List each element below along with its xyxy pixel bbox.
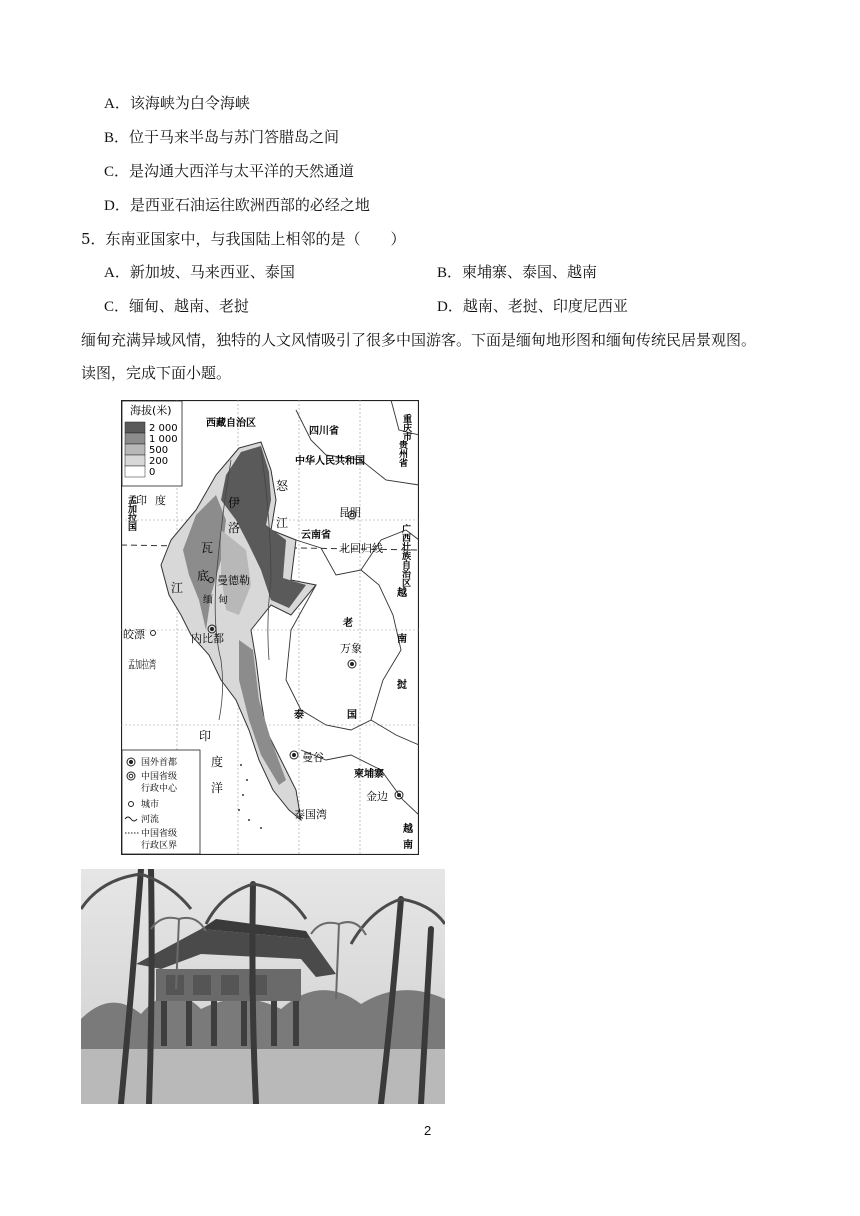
label-vietnam-1: 越 <box>397 588 407 599</box>
label-sittwe: 皎漂 <box>123 628 145 641</box>
option-text: 该海峡为白令海峡 <box>129 94 250 112</box>
label-yunnan: 云南省 <box>301 530 331 541</box>
legend-value: 1 000 <box>149 434 178 445</box>
label-tropic: 北回归线 <box>339 542 383 555</box>
label-indian-ocean-3: 洋 <box>211 781 224 795</box>
label-indian-ocean-2: 度 <box>211 755 224 769</box>
label-myanmar-1: 缅 <box>203 595 213 606</box>
q5-option-c <box>104 296 249 317</box>
label-india: 印度 <box>136 494 174 507</box>
label-bay-bengal: 孟加拉湾 <box>128 658 172 671</box>
legend-value: 200 <box>149 456 169 467</box>
label-bangladesh: 孟加拉国 <box>126 495 136 531</box>
label-bangkok: 曼谷 <box>302 751 324 764</box>
label-phnompenh: 金边 <box>366 790 388 803</box>
legend-symbol-label: 中国省级 <box>141 829 178 839</box>
q5-stem: 5．东南亚国家中，与我国陆上相邻的是（ ） <box>81 230 406 248</box>
label-vietnam-4: 南 <box>403 840 413 851</box>
label-indian-ocean-1: 印 <box>199 729 212 743</box>
option-label: A． <box>104 96 130 112</box>
myanmar-topographic-map <box>121 400 419 855</box>
label-guizhou: 贵州省 <box>397 440 407 467</box>
label-yi: 伊 <box>228 496 241 510</box>
option-text: 是沟通大西洋与太平洋的天然通道 <box>129 162 355 180</box>
label-vientiane: 万象 <box>340 642 362 655</box>
option-text: 缅甸、越南、老挝 <box>129 297 250 315</box>
label-mandalay: 曼德勒 <box>217 574 250 587</box>
label-guangxi: 广西壮族自治区 <box>400 524 410 587</box>
legend-symbol-label: 河流 <box>141 815 160 825</box>
legend-value: 0 <box>149 467 156 478</box>
label-prc: 中华人民共和国 <box>295 456 365 467</box>
label-thailand-1: 泰 <box>294 710 304 721</box>
legend-value: 500 <box>149 445 169 456</box>
option-label: C． <box>104 299 130 315</box>
label-nu: 怒 <box>276 479 289 493</box>
legend-title: 海拔(米) <box>130 404 172 417</box>
legend-symbol-label: 国外首都 <box>141 758 178 768</box>
q5-option-d <box>437 296 628 317</box>
legend-symbol-label: 行政区界 <box>141 841 178 851</box>
photo-svg <box>81 869 445 1104</box>
option-label: B． <box>104 130 130 146</box>
label-jiang1: 江 <box>276 516 289 530</box>
option-text: 是西亚石油运往欧洲西部的必经之地 <box>129 196 370 214</box>
label-wa: 瓦 <box>201 541 214 555</box>
option-label: D． <box>437 299 463 315</box>
option-label: A． <box>104 265 130 281</box>
q5-option-a <box>104 262 295 283</box>
legend-value: 2 000 <box>149 423 178 434</box>
option-text: 越南、老挝、印度尼西亚 <box>462 297 628 315</box>
q4-option-c <box>104 161 354 182</box>
q4-option-d <box>104 195 370 216</box>
label-laos-2: 挝 <box>397 680 407 691</box>
label-kunming: 昆明 <box>339 506 361 519</box>
page-number: 2 <box>424 1123 432 1138</box>
option-label: C． <box>104 164 130 180</box>
stilt-house-photo <box>81 869 445 1104</box>
label-sichuan: 四川省 <box>309 426 339 437</box>
option-text: 位于马来半岛与苏门答腊岛之间 <box>129 128 340 146</box>
label-cambodia: 柬埔寨 <box>354 769 384 780</box>
label-tibet: 西藏自治区 <box>206 418 256 429</box>
label-vietnam-2: 南 <box>397 634 407 645</box>
label-gulf-thailand: 泰国湾 <box>294 808 327 821</box>
label-naypyidaw: 内比都 <box>191 632 224 645</box>
label-laos: 老 <box>343 618 353 629</box>
legend-symbol-label: 行政中心 <box>141 784 178 794</box>
option-label: B． <box>437 265 463 281</box>
intro-line-1: 缅甸充满异域风情，独特的人文风情吸引了很多中国游客。下面是缅甸地形图和缅甸传统民居景观图。 <box>81 331 757 349</box>
q5-option-b <box>437 262 597 283</box>
legend-symbol-label: 中国省级 <box>141 772 178 782</box>
q4-option-b <box>104 127 339 148</box>
label-luo: 洛 <box>228 521 241 535</box>
intro-line-2: 读图，完成下面小题。 <box>81 364 232 382</box>
label-di: 底 <box>197 569 210 583</box>
map-svg <box>121 400 419 855</box>
label-myanmar-2: 甸 <box>218 595 228 606</box>
legend-symbol-label: 城市 <box>141 800 160 810</box>
option-text: 新加坡、马来西亚、泰国 <box>129 263 295 281</box>
option-text: 柬埔寨、泰国、越南 <box>462 263 598 281</box>
q4-option-a <box>104 93 250 114</box>
label-thailand-2: 国 <box>347 710 357 721</box>
label-jiang2: 江 <box>171 581 184 595</box>
label-chongqing: 重庆市 <box>401 414 411 441</box>
label-vietnam-3: 越 <box>403 824 413 835</box>
option-label: D． <box>104 198 130 214</box>
